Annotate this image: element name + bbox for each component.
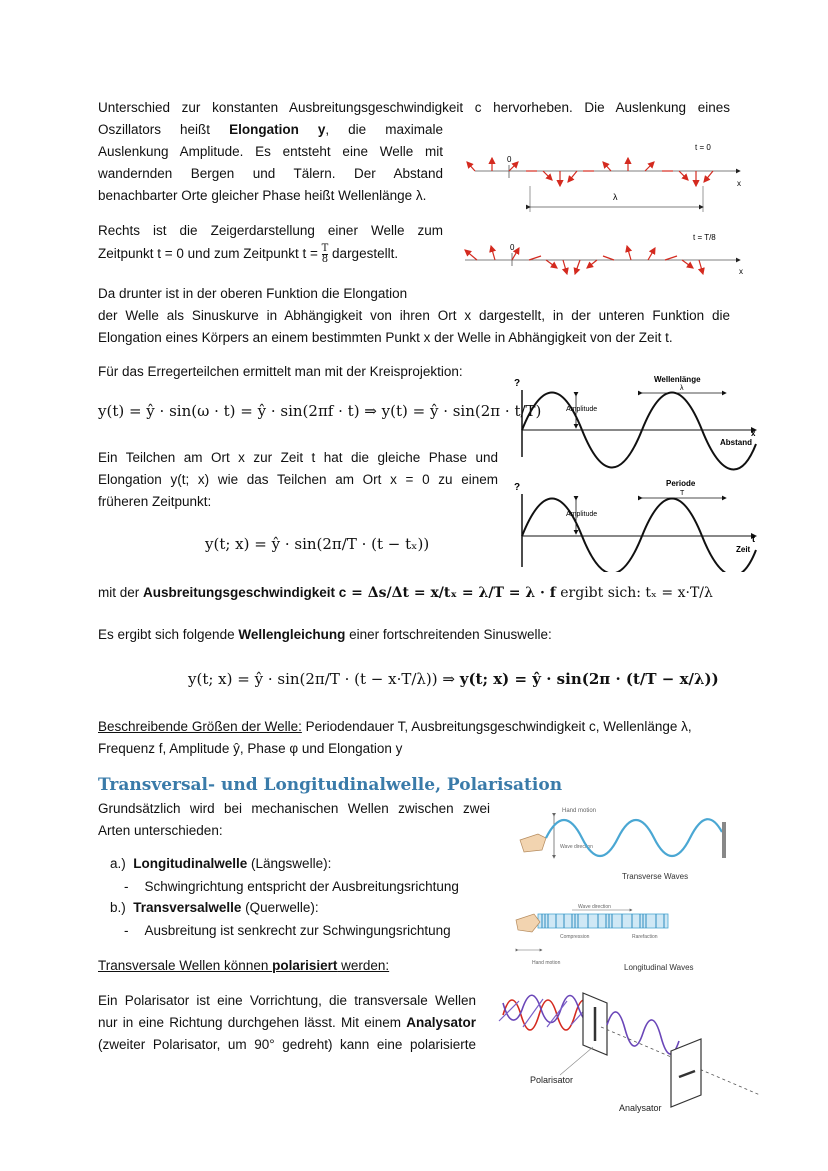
item-b-sub bbox=[124, 920, 451, 942]
top-x-label: x bbox=[751, 429, 756, 438]
speed-bold: Ausbreitungsgeschwindigkeit c bbox=[143, 585, 347, 600]
wave-direction-label-2: Wave direction bbox=[578, 904, 611, 910]
item-b-bold: Transversalwelle bbox=[133, 900, 242, 915]
speed-equation: = Δs/Δt = x/tₓ = λ/T = λ · f bbox=[346, 585, 556, 601]
item-a-rest: (Längswelle): bbox=[247, 856, 332, 871]
analysator-bold: Analysator bbox=[406, 1015, 476, 1030]
longitudinal-label: Longitudinal Waves bbox=[624, 963, 694, 972]
pointers-t0 bbox=[467, 158, 713, 186]
section-intro-2 bbox=[98, 820, 223, 842]
x-label-t0: x bbox=[737, 179, 741, 188]
speed-suffix: ergibt sich: tₓ = x·T/λ bbox=[555, 585, 713, 601]
pointer-text-2b: dargestellt. bbox=[328, 246, 399, 261]
item-a-sub bbox=[124, 876, 459, 898]
wave-equation-arrow: ⇒ bbox=[437, 670, 460, 688]
intro-text-2: Oszillators heißt Elongation y, die maximale bbox=[98, 122, 443, 137]
describe-underlined: Beschreibende Größen der Welle: bbox=[98, 719, 302, 734]
pointer-line-1 bbox=[98, 220, 443, 242]
equation-intro-a: Es ergibt sich folgende bbox=[98, 627, 239, 642]
exciter-intro-text: Für das Erregerteilchen ermittelt man mit der Kreisprojektion: bbox=[98, 364, 463, 379]
describe-rest: Periodendauer T, Ausbreitungsgeschwindigkeit c, Wellenlänge λ, bbox=[301, 719, 692, 734]
pointer-text-2a: Zeitpunkt t = 0 und zum Zeitpunkt t = bbox=[98, 246, 322, 261]
exciter-para-text-3: früheren Zeitpunkt: bbox=[98, 494, 212, 509]
frac-den: 8 bbox=[321, 253, 329, 265]
zero-label-t8: 0 bbox=[510, 243, 515, 252]
exciter-formula-text: y(t) = ŷ · sin(ω · t) = ŷ · sin(2πf · t) ⇒ y(t) = ŷ · sin(2π · t/T) bbox=[98, 402, 542, 420]
x-label-t8: x bbox=[739, 267, 743, 276]
phase-formula-text: y(t; x) = ŷ · sin(2π/T · (t − tₓ)) bbox=[205, 535, 430, 553]
polarize-bold: polarisiert bbox=[272, 958, 338, 973]
bottom-question: ? bbox=[514, 482, 521, 493]
rarefaction-label: Rarefaction bbox=[632, 934, 658, 940]
wave-direction-label-1: Wave direction bbox=[560, 844, 593, 850]
top-amplitude-label: Amplitude bbox=[566, 406, 598, 413]
section-intro-text-2: Arten unterschieden: bbox=[98, 823, 223, 838]
polarization-diagram bbox=[495, 985, 765, 1120]
equation-intro-bold: Wellengleichung bbox=[238, 627, 346, 642]
item-a-dash: - bbox=[124, 879, 129, 894]
bottom-sine-curve bbox=[522, 499, 756, 573]
zero-label-t0: 0 bbox=[507, 155, 512, 164]
item-a-label: a.) bbox=[110, 856, 126, 871]
lambda-label: λ bbox=[613, 192, 618, 202]
section-title: Transversal- und Longitudinalwelle, Polarisation bbox=[98, 775, 563, 795]
section-intro-1 bbox=[98, 798, 490, 820]
exciter-para-1 bbox=[98, 447, 498, 469]
section-intro-text-1: Grundsätzlich wird bei mechanischen Wellen zwischen zwei bbox=[98, 801, 490, 816]
t0-label: t = 0 bbox=[695, 143, 711, 152]
hand-icon-2 bbox=[516, 914, 540, 932]
wave-equation bbox=[188, 670, 719, 688]
intro-line-3 bbox=[98, 141, 443, 163]
item-b-rest: (Querwelle): bbox=[241, 900, 319, 915]
pointer-text-3: Da drunter ist in der oberen Funktion die Elongation bbox=[98, 286, 408, 301]
analyzer-label: Analysator bbox=[619, 1103, 662, 1113]
wavelength-label: Wellenlänge bbox=[654, 375, 701, 384]
polarizer-para-1 bbox=[98, 990, 476, 1012]
intro-text-3: Auslenkung Amplitude. Es entsteht eine Welle mit bbox=[98, 144, 443, 159]
item-b-label: b.) bbox=[110, 900, 126, 915]
polarizer-text-2: nur in eine Richtung durchgehen lässt. Mit einem Analysator bbox=[98, 1015, 476, 1030]
speed-line bbox=[98, 582, 738, 604]
frac-num: T bbox=[321, 242, 329, 254]
polarizer-para-2 bbox=[98, 1012, 476, 1034]
transverse-label: Transverse Waves bbox=[622, 872, 689, 881]
pointer-text-4: der Welle als Sinuskurve in Abhängigkeit von ihren Ort x dargestellt, in der unteren Funktion die bbox=[98, 308, 730, 323]
polarized-wave bbox=[607, 1012, 679, 1054]
polarize-b: werden: bbox=[337, 958, 390, 973]
pointer-text-5: Elongation eines Körpers an einem bestimmten Punkt x der Welle in Abhängigkeit von der Zeit t. bbox=[98, 330, 673, 345]
wavelength-lambda: λ bbox=[680, 385, 684, 392]
item-b bbox=[110, 897, 319, 919]
item-a-sub-text: Schwingrichtung entspricht der Ausbreitungsrichtung bbox=[144, 879, 459, 894]
intro-line-5 bbox=[98, 185, 458, 207]
polarizer-text-1: Ein Polarisator ist eine Vorrichtung, die transversale Wellen bbox=[98, 993, 476, 1008]
exciter-para-2 bbox=[98, 469, 498, 491]
intro-line-2 bbox=[98, 119, 443, 141]
polarize-line bbox=[98, 955, 389, 977]
wave-purple bbox=[503, 995, 595, 1022]
describe-line-1 bbox=[98, 716, 738, 738]
equation-intro bbox=[98, 624, 738, 646]
pointer-line-2 bbox=[98, 243, 458, 265]
pointer-diagram bbox=[455, 138, 755, 283]
equation-intro-b: einer fortschreitenden Sinuswelle: bbox=[345, 627, 552, 642]
intro-text-4: wandernden Bergen und Tälern. Der Abstand bbox=[98, 166, 443, 181]
phase-formula bbox=[205, 535, 429, 553]
intro-text-5: benachbarter Orte gleicher Phase heißt Wellenlänge λ. bbox=[98, 188, 427, 203]
item-b-dash: - bbox=[124, 923, 129, 938]
intro-text-1: Unterschied zur konstanten Ausbreitungsgeschwindigkeit c hervorheben. Die Auslenkung eines bbox=[98, 100, 730, 115]
exciter-formula bbox=[98, 402, 542, 420]
abstand-label: Abstand bbox=[720, 438, 752, 447]
speed-prefix: mit der bbox=[98, 585, 144, 600]
bottom-t-label: t bbox=[752, 534, 755, 544]
pointer-line-5 bbox=[98, 327, 738, 349]
pointer-line-3 bbox=[98, 283, 458, 305]
compression-label: Compression bbox=[560, 934, 590, 940]
wall-icon bbox=[722, 822, 726, 858]
elongation-bold: Elongation y bbox=[229, 122, 326, 137]
exciter-para-3 bbox=[98, 491, 498, 513]
describe-text-2: Frequenz f, Amplitude ŷ, Phase φ und Elongation y bbox=[98, 741, 403, 756]
polarizer-para-3 bbox=[98, 1034, 476, 1056]
item-b-sub-text: Ausbreitung ist senkrecht zur Schwingungsrichtung bbox=[144, 923, 451, 938]
top-question: ? bbox=[514, 378, 521, 389]
sine-diagrams bbox=[508, 372, 763, 572]
analyzer-plate bbox=[671, 1039, 701, 1107]
transverse-wave-curve bbox=[546, 819, 722, 856]
pointer-line-4 bbox=[98, 305, 730, 327]
exciter-para-text-1: Ein Teilchen am Ort x zur Zeit t hat die gleiche Phase und bbox=[98, 450, 498, 465]
polarize-a: Transversale Wellen können bbox=[98, 958, 273, 973]
spring-tube bbox=[538, 914, 668, 928]
exciter-intro bbox=[98, 361, 518, 383]
polarizer-text-3: (zweiter Polarisator, um 90° gedreht) kann eine polarisierte bbox=[98, 1037, 476, 1052]
wave-types-diagram bbox=[512, 802, 752, 982]
t8-label: t = T/8 bbox=[693, 233, 716, 242]
item-a-bold: Longitudinalwelle bbox=[133, 856, 248, 871]
hand-motion-label: Hand motion bbox=[562, 808, 597, 814]
hand-icon bbox=[520, 834, 546, 852]
top-sine-curve bbox=[522, 393, 756, 470]
describe-line-2 bbox=[98, 738, 738, 760]
zeit-label: Zeit bbox=[736, 545, 751, 554]
intro-line-1 bbox=[98, 97, 730, 119]
polarizer-label: Polarisator bbox=[530, 1075, 574, 1085]
periode-label: Periode bbox=[666, 479, 696, 488]
exciter-para-text-2: Elongation y(t; x) wie das Teilchen am Ort x = 0 zu einem bbox=[98, 472, 498, 487]
periode-T: T bbox=[680, 490, 685, 497]
pointer-text-1: Rechts ist die Zeigerdarstellung einer Welle zum bbox=[98, 223, 443, 238]
intro-line-4 bbox=[98, 163, 443, 185]
polarizer-pointer bbox=[560, 1047, 593, 1075]
wave-equation-right: y(t; x) = ŷ · sin(2π · (t/T − x/λ)) bbox=[459, 670, 719, 688]
wave-equation-left: y(t; x) = ŷ · sin(2π/T · (t − x·T/λ)) bbox=[188, 670, 438, 688]
hand-motion-label-2: Hand motion bbox=[532, 960, 561, 966]
bottom-amplitude-label: Amplitude bbox=[566, 511, 598, 518]
item-a bbox=[110, 853, 331, 875]
